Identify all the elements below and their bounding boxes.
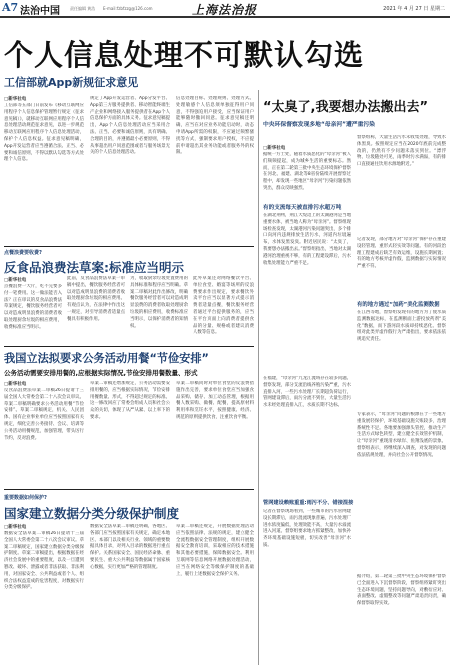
right-subheadline: 中央环保督察发现多地“母亲河”遭严重污染 <box>263 122 375 128</box>
editor-line: 责任编辑 黄浩 <box>70 6 96 11</box>
dining-subtitle: 公务活动需要安排用餐的,应根据实际情况,节俭安排用餐数量、形式 <box>4 369 198 377</box>
dining-title: 我国立法拟要求公务活动用餐“节俭安排” <box>4 352 209 365</box>
right-body-1: 在湖北荆州，荆江大堤边上的太湖港河是当地重要水体，被当地人称为“母亲河”。督察组现场检查发现，太湖港河污染问题突出，多个排口向河内违规排放生活污水，河道内垃圾遍布，水体发黑发臭。附近居民说：“太臭了，我要想办法搬出去。”督察组指出，当地对太湖港河治理重视不够，有的工程建设滞后，污水收集处理能力严重不足。 <box>263 213 351 266</box>
dining-column-1: 反食品浪费法草案二审稿26日提请十三届全国人大常委会第二十八次会议审议。草案二审稿明确要求公务活动用餐“节俭安排”。草案二审稿规定，机关、人民团体、国有企业事业单位应当按照国家有关规定，细化完善公务接待、会议、培训等公务活动用餐规范，加强管理，带头厉行节约，反对浪费。 <box>4 388 84 441</box>
lead-column-2: 规定了App开发运营者、App分发平台、App第三方服务提供者、移动智能终端生产企业和网络接入服务提供者在App个人信息保护方面的具体义务。征求意见稿提出，App个人信息处理活动应当采用合法、正当、必要和诚信原则，具有明确、合理的目的，并遵循最小必要原则，不得从事超出用户同意范围或者与服务场景无关的个人信息处理活动。 <box>90 96 170 156</box>
data-byline: □新华社电 <box>4 525 27 530</box>
data-column-3: 草案二审稿还规定，开展数据处理活动应当依照法律、法规的规定，建立健全全流程数据安全管理制度，组织开展数据安全教育培训，采取相应的技术措施和其他必要措施，保障数据安全。利用互联网等信息网络开展数据处理活动，应当在网络安全等级保护制度的基础上，履行上述数据安全保护义务。 <box>176 524 254 577</box>
data-title: 国家建立数据分类分级保护制度 <box>4 506 180 521</box>
consumer-kicker: 点餐浪费要收费? <box>4 250 42 256</box>
consumer-column-2: 此前，反食品浪费法草案一审稿中提出，餐饮服务经营者可以对造成明显浪费的消费者收取处理厨余垃圾的相应费用。有观点认为，在法律中作出这一规定，对引导消费者适量点餐具有积极作用。 <box>67 276 125 322</box>
dining-column-3: 草案二审稿同时对单位食堂的反浪费措施作出完善，要求单位食堂应当加强食品采购、储存、加工动态管理，根据用餐人数采购、做餐、配餐，提高原材料利用率和烹饪水平，按照健康、经济、规范的原则提供饮食，注重饮食平衡。 <box>176 381 254 420</box>
right-byline: □新华社电 <box>263 146 286 151</box>
divider <box>4 346 254 347</box>
consumer-title: 反食品浪费法草案:标准应当明示 <box>4 260 184 275</box>
right-headline: “太臭了,我要想办法搬出去” <box>263 100 429 115</box>
column-separator <box>258 90 259 665</box>
lead-byline: □新华社电 <box>4 97 27 102</box>
consumer-column-1: 点餐浪费一大片，吃不完要多付一笔费用。这一做法能否入法？正在审议的反食品浪费法草案规定，餐饮服务经营者可以对造成明显浪费的消费者收取处理厨余垃圾的相应费用，收费标准应当明示。 <box>4 284 62 330</box>
section-name: 法治中国 <box>20 6 60 17</box>
consumer-column-3: 为，收取厨余垃圾处置费用的具体标准和程序应当明确。草案二审稿对此作出修改，明确餐饮服务经营者可以对造成明显浪费的消费者收取处理厨余垃圾的相应费用，收费标准应当明示，以保护消费者的知情权。 <box>130 276 188 329</box>
page-header <box>0 0 450 18</box>
right-column-2a: 督察组称，大量生活污水未收集处理，导致水体黑臭。按照规定应当在2020年底前完成整改的，仍然有不少问题未落实到位。“漂浮物、垃圾随处可见，雨季时污水满溢，有的排口直接通往饮用水源地附近。” <box>357 135 446 168</box>
data-kicker: 重要数据如何保护? <box>4 495 47 501</box>
right-subhead-3: 有的地方遇过“加药”美化监测数据 <box>357 302 440 308</box>
dining-byline: □新华社电 <box>4 382 27 387</box>
masthead: 上海法治报 <box>192 3 258 17</box>
lead-column-1: 工信部等五部门日前发布《移动互联网应用程序个人信息保护管理暂行规定（征求意见稿）》，就移动互联网应用程序个人信息处理活动规范征求意见，以进一步规范移动互联网应用程序个人信息处理活动，保护个人信息权益。征求意见稿明确，App开发运营者应当遵循合法、正当、必要和诚信原则，不得以默认勾选等方式处理个人信息。 <box>4 103 84 163</box>
divider <box>4 489 254 490</box>
consumer-byline: □新华社电 <box>4 278 27 283</box>
lead-subheadline: 工信部就App新规征求意见 <box>4 76 139 89</box>
lead-headline: 个人信息处理不可默认勾选 <box>4 38 365 72</box>
lead-column-3: 信息处理目标、处理规则、处理方式。处理敏感个人信息须单独征得用户同意，不得强迫用户接受，应当保证用户能够随时撤回同意。征求意见稿还明确，应当在对应业务功能启动时，动态申请App所需的权限，不应通过频繁骚扰等方式，强制要求用户授权，不应提前申请超出其业务功能或者服务外的权限。 <box>176 96 254 156</box>
email-line: E-mail:fzbfzzg@126.com <box>103 6 153 11</box>
right-intro: 据统一方士处，随着水质恶化的“母亲河”被人们频频提起，成为城乡生活的重要标志。然而，正在第二轮第三批中央生态环境保护督察在河北、福建、湖北等8省份陆续开展督察过程中，却发现一些地区“母亲河”污染问题依然突出，群众反映强烈。 <box>263 152 351 191</box>
issue-date: 2021 年 4 月 27 日 星期二 <box>383 6 445 12</box>
right-column-2d: 专家表示，“母亲河”问题的根源在于一些地方重发展轻保护，环境基础设施欠账较多，治理系统性不足。各地要加强源头管控，推动生产生活方式绿色转型，建立健全长效管护机制，让“母亲河”重现清水绿岸、鱼翔浅底的景象。督察组表示，将继续深入调查，对发现的问题依法依规处理，并向社会公开督察情况。 <box>357 412 446 458</box>
data-column-1: 数据安全法草案二审稿26日提请十三届全国人大常委会第二十八次会议审议。草案二审稿规定，国家建立数据分类分级保护制度。草案二审稿提出，根据数据在经济社会发展中的重要程度，以及一旦遭到篡改、破坏、泄露或者非法获取、非法利用，对国家安全、公共利益或者个人、组织合法权益造成的危害程度，对数据实行分类分级保护。 <box>4 531 84 591</box>
page-number: A7 <box>2 1 19 14</box>
right-column-2c: 在江西等地，督察组发现有的地方为了使水质监测数据达标，在监测断面上游投放药剂“美化”数据，而下游河段水质却持续恶化。督察组对此类弄虚作假行为严肃指出，要求依法依规追究责任。 <box>357 310 446 343</box>
right-body-3: 记者在督察现场看到，一些城市的污水管网建设长期滞后，雨污混流现象普遍，污水处理厂进水浓度偏低，处理效能不高，大量污水溢流进入河道。督察组要求地方抓紧整改，加快补齐环境基础设施短板，切实改善“母亲河”水质。 <box>263 509 351 548</box>
divider <box>4 246 254 247</box>
right-subhead-2: 管网建设赖账重重:雨污不分、错接混接 <box>263 500 354 506</box>
consumer-column-4: 此外草案还对网络餐饮平台、单位食堂、婚宴等场所的反浪费要求作出规定，要求餐饮外卖平台应当以显著方式提示消费者适量点餐，餐饮服务经营者通过平台提供服务的，应当在平台页面上向消费者提供食品的分量、规格或者建议消费人数等信息。 <box>193 276 254 336</box>
right-body-2: 在福建，“母亲河”九龙江流域存在较多问题。督察发现，部分支流沿线养殖污染严重，污水直排入河，一些污水处理厂长期超负荷运行，管网建设滞后，雨污分流不到位，大量生活污水未经处理直排入江，水质长期不达标。 <box>263 376 351 409</box>
data-column-2: 数据安全法草案二审稿还明确，各地区、各部门应当按照国家有关规定，确定本地区、本部门以及相关行业、领域的重要数据具体目录，对列入目录的数据进行重点保护。关系国家安全、国民经济命脉、重要民生、重大公共利益等数据属于国家核心数据，实行更加严格的管理制度。 <box>90 524 170 570</box>
dining-column-2: 草案二审稿还增加规定，公务活动需要安排用餐的，应当根据实际情况，节俭安排用餐数量、形式，不得超过规定的标准。这一修改回应了常委会组成人员和社会公众的关切，体现了从严从紧、以上率下的要求。 <box>90 381 170 420</box>
right-column-2b: 记者发现，部分地方对“母亲河”保护存在重建设轻管理、重形式轻实效等问题。有的河段治理工程建成后缺乏有效运维，设施长期闲置；有的地方考核弄虚作假，监测数据与实际情况严重不符。 <box>357 237 446 270</box>
right-column-2e: 据介绍，第二轮第三批中央生态环境保护督察已全面进入下沉督察阶段，督察组将紧盯突出生态环境问题，坚持问题导向，对敷衍应对、表面整改、虚假整改等问题严肃追责问责，确保督察取得实效。 <box>357 574 446 607</box>
right-subhead-1: 有的支流每天被直排污水超万吨 <box>263 205 342 211</box>
